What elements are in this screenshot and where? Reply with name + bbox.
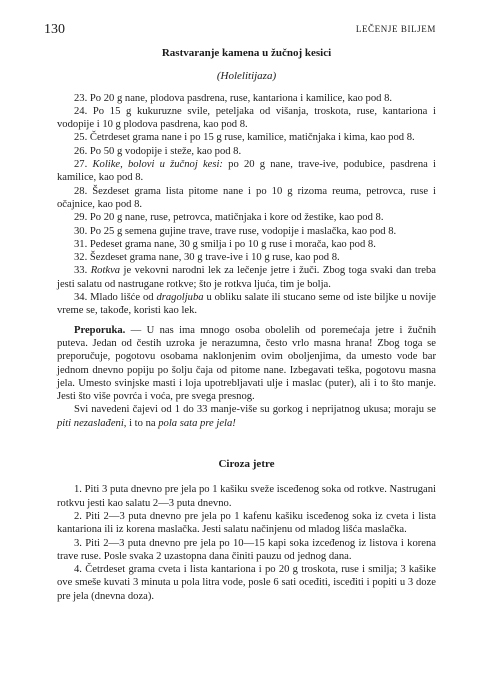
section-heading-cirrhosis: Ciroza jetre xyxy=(218,458,275,471)
item-number: 33. xyxy=(74,265,88,277)
closing-text-mid: , i to na xyxy=(123,417,159,429)
list-item: 29. Po 20 g nane, ruse, petrovca, matičnjaka i kore od žestike, kao pod 8. xyxy=(74,212,384,224)
closing-text: Svi navedeni čajevi od 1 do 33 manje-više su gorkog i neprijatnog ukusa; moraju se xyxy=(74,404,436,416)
page-content xyxy=(57,44,436,603)
list-item xyxy=(57,264,436,291)
running-title: LEČENJE BILJEM xyxy=(355,24,436,34)
recommendation-label: Preporuka. xyxy=(74,324,126,336)
item-italic-term: Rotkva xyxy=(90,265,121,277)
list-item: 25. Četrdeset grama nane i po 15 g ruse, kamilice, matičnjaka i kima, kao pod 8. xyxy=(74,132,415,144)
list-item: 30. Po 25 g semena gujine trave, trave ruse, vodopije i maslačka, kao pod 8. xyxy=(74,225,397,237)
item-number: 27. xyxy=(74,159,88,171)
closing-italic-1: piti nezaslađeni xyxy=(57,417,124,429)
recommendation-text: — U nas ima mnogo osoba obolelih od poremećaja jetre i žučnih puteva. Jedan od čestih uzroka je nerazumna, često vrlo masna hrana! Zbog toga se preporučuje, pogotovu osobama naklonjenim ovim oboljenjima, da umesto vode bar jednom dnevno popiju po šolju čaja od pitome nane. Izbegavati teška, pogotovu masna jela. Umesto svinjske masti i loja upotrebljavati ulje i maslac (puter), ali i to što manje. Jesti što više povrća i voća, pre svega presnog. xyxy=(57,324,436,403)
list-item: 31. Pedeset grama nane, 30 g smilja i po 10 g ruse i morača, kao pod 8. xyxy=(74,238,376,250)
item-italic-term: dragoljuba xyxy=(156,292,204,304)
closing-italic-2: pola sata pre jela! xyxy=(158,417,236,429)
running-head xyxy=(44,22,436,38)
list-item: 3. Piti 2—3 puta dnevno pre jela po 10—15 kapi soka izceđenog iz listova i korena trave ruse. Posle svaka 2 uzastopna dana činiti pauzu od jednog dana. xyxy=(57,537,436,562)
section-subheading-holelitijaza: (Holelitijaza) xyxy=(216,70,277,83)
list-item: 23. Po 20 g nane, plodova pasdrena, ruse, kantariona i kamilice, kao pod 8. xyxy=(74,92,393,104)
list-item: 24. Po 15 g kukuruzne svile, peteljaka od višanja, troskota, ruse, kantariona i vodopije i 10 g plodova pasdrena, kao pod 8. xyxy=(57,105,436,131)
list-item: 32. Šezdeset grama nane, 30 g trave-ive i 10 g ruse, kao pod 8. xyxy=(74,252,340,264)
list-item: 2. Piti 2—3 puta dnevno pre jela po 1 kafenu kašiku iscеđenog soka iz cveta i lista kantariona ili iz korena maslačka. Jesti salatu načinjenu od mladog lišća maslačka. xyxy=(57,510,436,536)
closing-paragraph xyxy=(57,403,436,430)
item-text: je vekovni narodni lek za lečenje jetre i žuči. Zbog toga svaki dan treba jesti salatu od nastrugane rotkve; što je rotkva ljuća, tim je bolja. xyxy=(57,265,436,290)
item-text: u obliku salate ili stucano seme od iste biljke u novije vreme se, takođe, koristi kao lek. xyxy=(57,292,436,317)
list-item xyxy=(57,158,436,185)
item-italic-term: Kolike, bolovi u žučnoj kesi: xyxy=(92,159,223,171)
recommendation-paragraph xyxy=(57,324,436,404)
section-heading-gallstones: Rastvaranje kamena u žučnoj kesici xyxy=(161,47,332,59)
list-item: 4. Četrdeset grama cveta i lista kantariona i po 20 g troskota, ruse i smilja; 3 kašike ove smeše kuvati 3 minuta u pola litra vode, posle 6 sati oceđiti, isceđiti i popiti u 3 doze pre jela (dnevna doza). xyxy=(57,564,436,602)
list-item xyxy=(57,291,436,318)
list-item: 1. Piti 3 puta dnevno pre jela po 1 kašiku sveže iscеđenog soka od rotkve. Nastrugani rotkvu jesti kao salatu 2—3 puta dnevno. xyxy=(57,484,436,509)
list-item: 26. Po 50 g vodopije i steže, kao pod 8. xyxy=(74,145,242,157)
item-text: po 20 g nane, trave-ive, podubice, pasdrena i kamilice, kao pod 8. xyxy=(57,159,437,184)
item-text: 34. Mlado lišće od xyxy=(74,292,157,304)
list-item: 28. Šezdeset grama lista pitome nane i po 10 g rizoma reuma, petrovca, ruse i očajnice, kao pod 8. xyxy=(57,185,436,210)
page-number: 130 xyxy=(44,22,65,37)
